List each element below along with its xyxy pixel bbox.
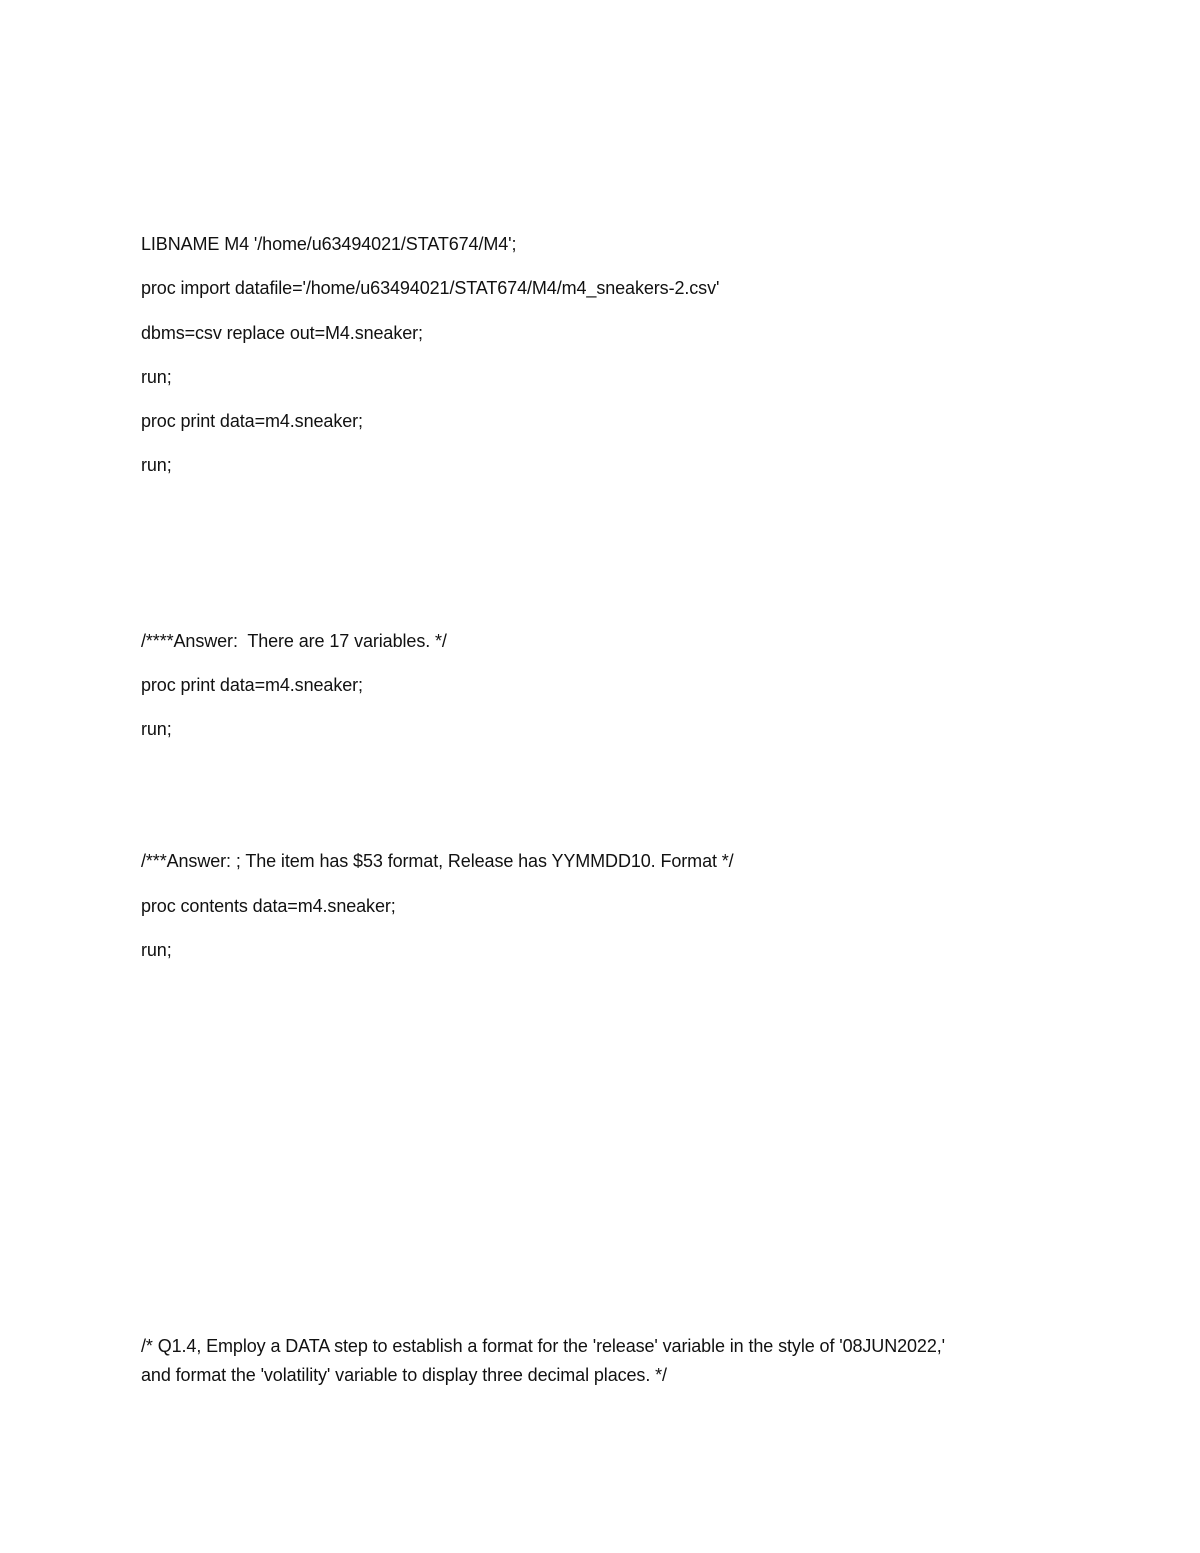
- code-line-run: run;: [141, 455, 172, 475]
- code-line-proc-print: proc print data=m4.sneaker;: [141, 675, 363, 695]
- question-comment-line-2: and format the 'volatility' variable to display three decimal places. */: [141, 1365, 667, 1385]
- question-comment-line-1: /* Q1.4, Employ a DATA step to establish a format for the 'release' variable in the style of '08JUN2022,': [141, 1336, 945, 1356]
- code-line-proc-print: proc print data=m4.sneaker;: [141, 411, 363, 431]
- code-line-run: run;: [141, 367, 172, 387]
- code-line-dbms: dbms=csv replace out=M4.sneaker;: [141, 323, 423, 343]
- code-line-run: run;: [141, 940, 172, 960]
- code-line-proc-contents: proc contents data=m4.sneaker;: [141, 896, 396, 916]
- answer-comment-format: /***Answer: ; The item has $53 format, Release has YYMMDD10. Format */: [141, 851, 734, 871]
- code-line-run: run;: [141, 719, 172, 739]
- code-line-proc-import: proc import datafile='/home/u63494021/STAT674/M4/m4_sneakers-2.csv': [141, 278, 720, 298]
- answer-comment-variables: /****Answer: There are 17 variables. */: [141, 631, 447, 651]
- code-line-libname: LIBNAME M4 '/home/u63494021/STAT674/M4';: [141, 234, 517, 254]
